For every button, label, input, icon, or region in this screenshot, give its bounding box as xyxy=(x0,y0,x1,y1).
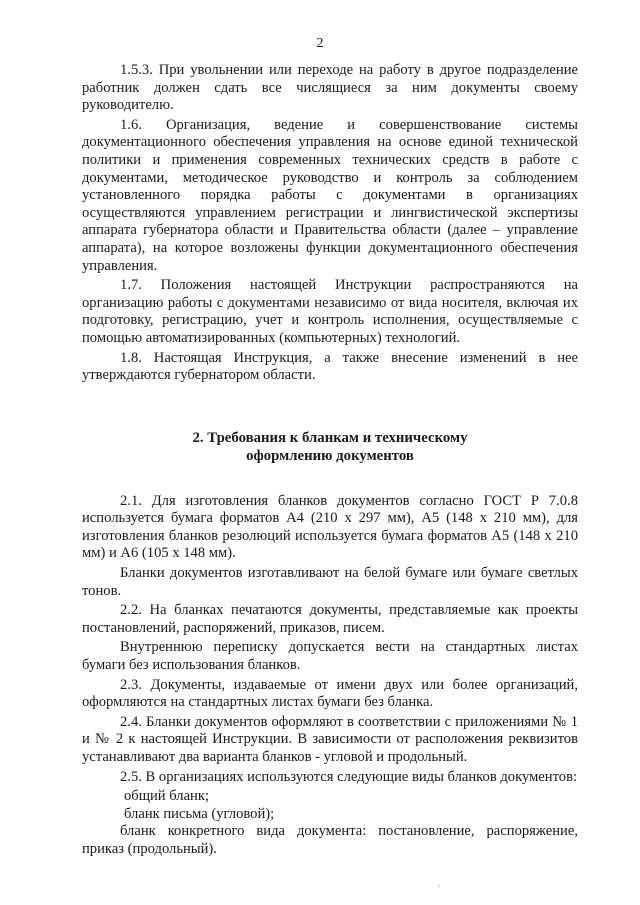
list-item-letter-blank: бланк письма (угловой); xyxy=(124,805,275,822)
page-number: 2 xyxy=(316,36,324,51)
paragraph-2-2: 2.2. На бланках печатаются документы, представляемые как проекты постановлений, распоряжений, приказов, писем. xyxy=(82,602,578,636)
list-item-general-blank: общий бланк; xyxy=(124,788,210,805)
section-2-heading-line-2: оформлению документов xyxy=(246,447,414,464)
paragraph-2-3: 2.3. Документы, издаваемые от имени двух или более организаций, оформляются на стандартных листах бумаги без бланка. xyxy=(82,676,578,711)
paragraph-1-8: 1.8. Настоящая Инструкция, а также внесение изменений в нее утверждаются губернатором области. xyxy=(82,349,578,384)
paragraph-1-5-3: 1.5.3. При увольнении или переходе на работу в другое подразделение работник должен сдать все числящиеся за ним документы своему руководителю. xyxy=(82,62,578,114)
paragraph-1-6: 1.6. Организация, ведение и совершенствование системы документационного обеспечения управления на основе единой технической политики и применения современных технических средств в работе с документами, методическое руководство и контроль за соблюдением установленного порядка работы с документами в организациях осуществляются управлением регистрации и лингвистической экспертизы аппарата губернатора области и Правительства области (далее – управление аппарата), на которое возложены функции документационного обеспечения управления. xyxy=(82,116,578,274)
section-2-heading-line-1: 2. Требования к бланкам и техническому xyxy=(192,429,468,446)
footer-mark: · xyxy=(438,882,441,891)
paragraph-blank-color: Бланки документов изготавливают на белой бумаге или бумаге светлых тонов. xyxy=(82,565,578,599)
paragraph-2-1: 2.1. Для изготовления бланков документов согласно ГОСТ Р 7.0.8 используется бумага форматов А4 (210 х 297 мм), А5 (148 х 210 мм), для изготовления бланков резолюций используется бумага форматов А5 (148 х 210 мм) и А6 (105 х 148 мм). xyxy=(82,492,578,562)
document-body xyxy=(82,62,578,861)
paragraph-internal-correspondence: Внутреннюю переписку допускается вести на стандартных листах бумаги без использования бланков. xyxy=(82,639,578,674)
paragraph-1-7: 1.7. Положения настоящей Инструкции распространяются на организацию работы с документами независимо от вида носителя, включая их подготовку, регистрацию, учет и контроль исполнения, осуществляемые с помощью автоматизированных (компьютерных) технологий. xyxy=(82,277,578,346)
list-item-specific-blank: бланк конкретного вида документа: постановление, распоряжение, приказ (продольный). xyxy=(82,823,578,857)
section-2-heading xyxy=(82,429,578,465)
paragraph-2-4: 2.4. Бланки документов оформляют в соответствии с приложениями № 1 и № 2 к настоящей Инструкции. В зависимости от расположения реквизитов устанавливают два варианта бланков - угловой и продольный. xyxy=(82,713,578,765)
paragraph-2-5: 2.5. В организациях используются следующие виды бланков документов: xyxy=(120,768,578,785)
